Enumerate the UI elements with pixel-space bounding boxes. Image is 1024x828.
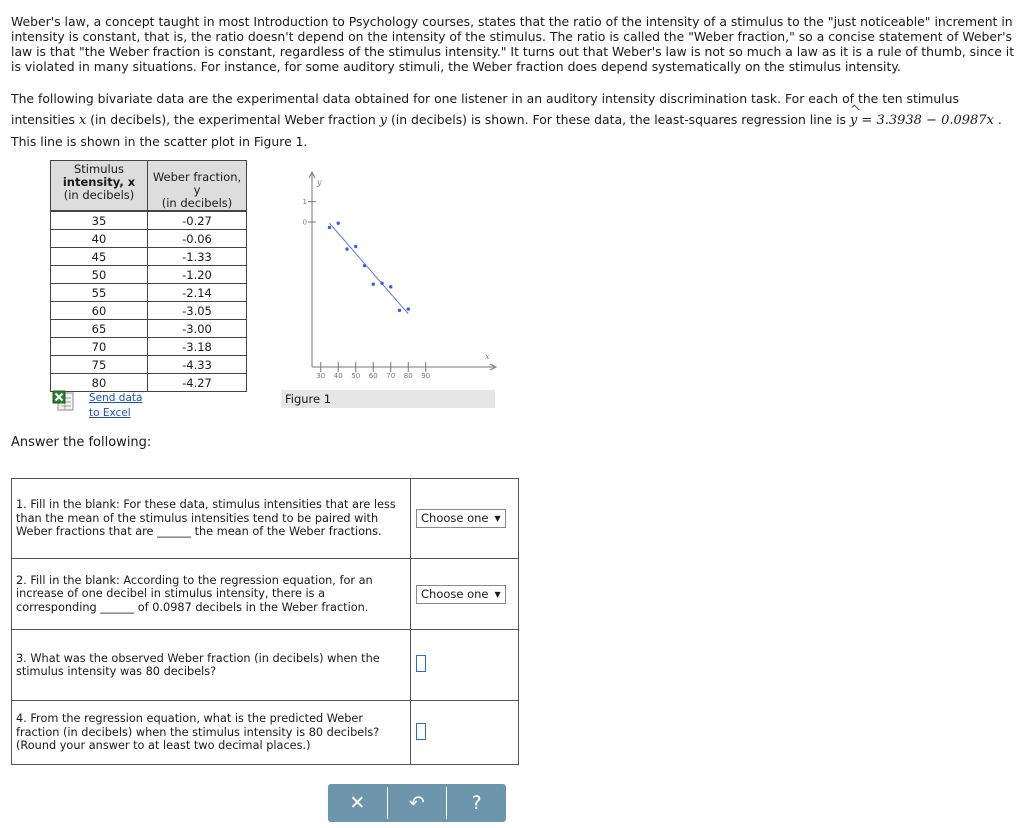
data-point xyxy=(337,222,340,225)
question-4-input[interactable] xyxy=(416,723,426,740)
questions-table xyxy=(11,478,519,765)
x-tick-label: 50 xyxy=(351,372,361,380)
table-row: 55 -2.14 xyxy=(51,284,247,302)
x-tick-label: 70 xyxy=(386,372,396,380)
x-axis-label: x xyxy=(485,352,490,361)
excel-icon[interactable] xyxy=(52,390,74,412)
data-point xyxy=(354,245,357,248)
question-4: 4. From the regression equation, what is the predicted Weber fraction (in decibels) when the stimulus intensity is 80 decibels? (Round your answer to at least two decimal places.) xyxy=(12,701,411,765)
x-tick-label: 40 xyxy=(333,372,343,380)
data-point xyxy=(398,309,401,312)
scatter-plot xyxy=(278,160,498,385)
x-tick-label: 80 xyxy=(403,372,413,380)
help-icon: ? xyxy=(471,792,482,814)
close-icon: ✕ xyxy=(349,792,366,814)
chevron-down-icon: ▼ xyxy=(494,589,501,599)
intro-paragraph: Weber's law, a concept taught in most Introduction to Psychology courses, states that the ratio of the intensity of a stimulus to the "just noticeable" increment in intensity is constant, that is, the ratio doesn't depend on the intensity of the stimulus. The ratio is called the "Weber fraction," so a concise statement of Weber's law is that "the Weber fraction is constant, regardless of the stimulus intensity." It turns out that Weber's law is not so much a law as it is a rule of thumb, since it is violated in many situations. For instance, for some auditory stimuli, the Weber fraction does depend systematically on the stimulus intensity. xyxy=(11,14,1015,74)
clear-button[interactable] xyxy=(328,784,387,822)
data-description: The following bivariate data are the experimental data obtained for one listener in an auditory intensity discrimination task. For each of the ten stimulus intensities x (in decibels), the experimental Weber fraction y (in decibels) is shown. For these data, the least-squares regression line is y = 3.3938 − 0.0987x . This line is shown in the scatter plot in Figure 1. xyxy=(11,91,1002,149)
send-to-excel-link[interactable]: Send data to Excel xyxy=(89,392,143,419)
column-header-y: Weber fraction, y (in decibels) xyxy=(148,161,247,212)
data-point xyxy=(328,226,331,229)
data-point xyxy=(363,264,366,267)
table-row: 75 -4.33 xyxy=(51,356,247,374)
x-tick-label: 60 xyxy=(368,372,378,380)
y-tick-label: 0 xyxy=(302,218,307,227)
question-row xyxy=(12,559,519,630)
table-row: 80 -4.27 xyxy=(51,374,247,392)
y-axis-label: y xyxy=(317,178,322,187)
undo-icon: ↶ xyxy=(409,792,425,814)
table-row: 40 -0.06 xyxy=(51,230,247,248)
y-tick-label: 1 xyxy=(302,198,307,207)
x-tick-label: 90 xyxy=(421,372,431,380)
y-hat: y xyxy=(850,110,857,131)
figure-caption: Figure 1 xyxy=(281,390,495,408)
data-point xyxy=(389,285,392,288)
question-1: 1. Fill in the blank: For these data, stimulus intensities that are less than the mean of the stimulus intensities tend to be paired with Weber fractions that are ______ the mean of the Weber fractions. xyxy=(12,479,411,559)
regression-equation: = 3.3938 − 0.0987x xyxy=(857,113,994,128)
question-1-dropdown[interactable]: Choose one ▼ xyxy=(416,509,506,528)
table-row: 70 -3.18 xyxy=(51,338,247,356)
question-row xyxy=(12,479,519,559)
help-button[interactable] xyxy=(447,784,506,822)
answer-toolbar xyxy=(328,784,506,822)
question-3-input[interactable] xyxy=(416,655,426,672)
table-row: 45 -1.33 xyxy=(51,248,247,266)
question-row xyxy=(12,630,519,701)
table-row: 65 -3.00 xyxy=(51,320,247,338)
data-point xyxy=(372,283,375,286)
column-header-x: Stimulus intensity, x (in decibels) xyxy=(51,161,148,212)
question-row xyxy=(12,701,519,765)
question-2-dropdown[interactable]: Choose one ▼ xyxy=(416,585,506,604)
data-table xyxy=(50,160,247,392)
data-point xyxy=(407,307,410,310)
table-row: 50 -1.20 xyxy=(51,266,247,284)
question-3: 3. What was the observed Weber fraction (in decibels) when the stimulus intensity was 80 decibels? xyxy=(12,630,411,701)
data-point xyxy=(345,247,348,250)
table-row: 35 -0.27 xyxy=(51,211,247,230)
chevron-down-icon: ▼ xyxy=(494,514,501,523)
answer-header: Answer the following: xyxy=(11,435,152,450)
data-point xyxy=(380,282,383,285)
regression-line xyxy=(330,223,409,314)
x-tick-label: 30 xyxy=(316,372,326,380)
table-row: 60 -3.05 xyxy=(51,302,247,320)
undo-button[interactable] xyxy=(388,784,447,822)
question-2: 2. Fill in the blank: According to the regression equation, for an increase of one decibel in stimulus intensity, there is a corresponding ______ of 0.0987 decibels in the Weber fraction. xyxy=(12,559,411,630)
